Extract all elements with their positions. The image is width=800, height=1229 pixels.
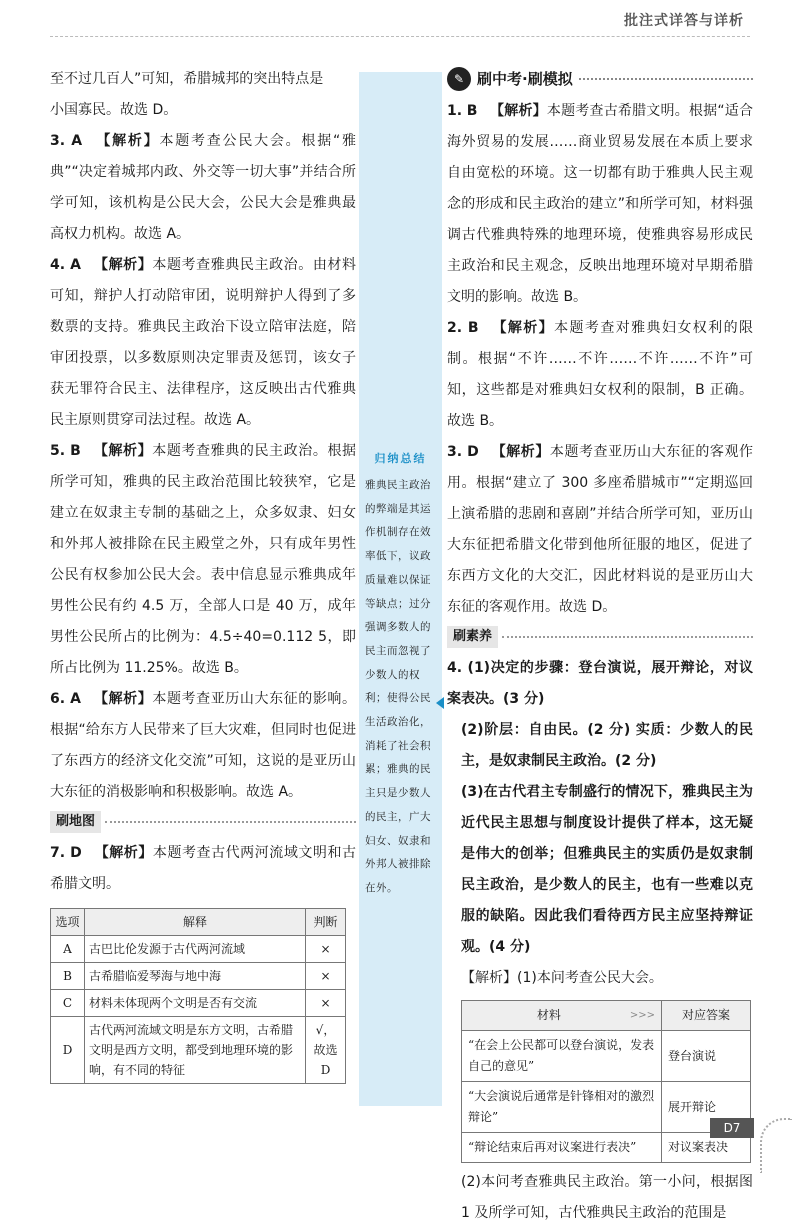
table-cell: 古希腊临爱琴海与地中海: [85, 963, 306, 990]
question-number: 5.: [50, 443, 66, 459]
table-header: 选项: [51, 909, 85, 936]
summary-body: 雅典民主政治的弊端是其运作机制存在效率低下，议政质量难以保证等缺点；过分强调多数人的民主而忽视了少数人的权利；使得公民生活政治化，消耗了社会积累；雅典的民主只是少数人的民主，广大妇女、奴隶和外邦人被排除在外。: [365, 479, 431, 894]
answer-letter: A: [70, 257, 81, 273]
table-row: [462, 1133, 751, 1163]
question-4-analysis: 【解析】(1)本问考查公民大会。: [461, 970, 663, 986]
exam-section-header: [447, 64, 753, 94]
table-header: [462, 1001, 662, 1031]
answer-letter: B: [467, 320, 479, 336]
analysis-tag: 【解析】: [490, 103, 547, 119]
table-cell: ×: [306, 963, 346, 990]
table-cell: “大会演说后通常是针锋相对的激烈辩论”: [462, 1082, 662, 1133]
analysis-tag: 【解析】: [93, 443, 153, 459]
section-dots: [105, 821, 356, 823]
table-cell: ×: [306, 990, 346, 1017]
question-3: [50, 126, 356, 250]
table-cell: √，故选 D: [306, 1017, 346, 1084]
analysis-tag: 【解析】: [491, 444, 550, 460]
question-number: 1.: [447, 103, 463, 119]
table-cell: 登台演说: [662, 1031, 751, 1082]
right-column: [447, 64, 753, 1229]
analysis-text: 本题考查公民大会。根据“雅典”“决定着城邦内政、外交等一切大事”并结合所学可知，该机构是公民大会，公民大会是雅典最高权力机构。故选 A。: [50, 133, 357, 242]
question-4-part-2: (2)阶层：自由民。(2 分) 实质：少数人的民主，是奴隶制民主政治。(2 分): [461, 722, 753, 769]
answer-text: (1)决定的步骤：登台演说，展开辩论，对议案表决。(3 分): [447, 660, 753, 707]
section-dots: [579, 78, 753, 80]
table-header-label: 材料: [536, 1008, 561, 1022]
section-badge-icon: ✎: [447, 67, 471, 91]
summary-sidebar: [359, 72, 442, 1106]
section-dots: [502, 636, 753, 638]
analysis-text: 本题考查对雅典妇女权利的限制。根据“不许……不许……不许……不许”可知，这些都是对雅典妇女权利的限制，B 正确。故选 B。: [447, 320, 753, 429]
map-section-label: 刷地图: [50, 811, 101, 833]
analysis-text: 本题考查古代两河流域文明和古希腊文明。: [50, 845, 357, 892]
material-answer-table: [461, 1000, 751, 1163]
page-corner-decoration: [760, 1118, 792, 1173]
table-cell: “在会上公民都可以登台演说，发表自己的意见”: [462, 1031, 662, 1082]
table-cell: D: [51, 1017, 85, 1084]
table-cell: B: [51, 963, 85, 990]
question-6: [50, 684, 356, 808]
intro-line-2: 小国寡民。故选 D。: [50, 102, 178, 118]
quality-section-header: [447, 625, 753, 649]
question-5: [50, 436, 356, 684]
arrows-icon: >>>: [629, 1010, 655, 1021]
answer-letter: A: [71, 133, 83, 149]
table-cell: ×: [306, 936, 346, 963]
quality-section-label: 刷素养: [447, 626, 498, 648]
table-cell: 对议案表决: [662, 1133, 751, 1163]
answer-letter: B: [70, 443, 81, 459]
exam-section-title: 刷中考·刷模拟: [477, 69, 573, 88]
page-number: D7: [710, 1118, 754, 1138]
question-7: [50, 838, 356, 900]
table-cell: 材料未体现两个文明是否有交流: [85, 990, 306, 1017]
question-2: [447, 313, 753, 437]
question-4: [50, 250, 356, 436]
table-row: [462, 1031, 751, 1082]
pointer-arrow-icon: [436, 697, 444, 709]
summary-title: 归纳总结: [374, 452, 427, 465]
analysis-text: 本题考查古希腊文明。根据“适合海外贸易的发展……商业贸易发展在本质上要求自由宽松的环境。这一切都有助于雅典人民主观念的形成和民主政治的建立”和所学可知，材料强调古代雅典特殊的地理环境，使雅典容易形成民主政治和民主观念，反映出地理环境对早期希腊文明的影响。故选 B。: [447, 103, 753, 305]
table-row: [51, 936, 346, 963]
table-cell: 展开辩论: [662, 1082, 751, 1133]
question-4-part-3: (3)在古代君主专制盛行的情况下，雅典民主为近代民主思想与制度设计提供了样本，这无疑是伟大的创举；但雅典民主的实质仍是奴隶制民主政治，是少数人的民主，也有一些难以克服的缺陷。因此我们看待西方民主应坚持辩证观。(4 分): [461, 784, 753, 955]
answer-letter: D: [467, 444, 479, 460]
intro-line-1: 至不过几百人”可知，希腊城邦的突出特点是: [50, 71, 324, 87]
analysis-text: 本题考查亚历山大东征的影响。根据“给东方人民带来了巨大灾难，但同时也促进了东西方的经济文化交流”可知，这说的是亚历山大东征的消极影响和积极影响。故选 A。: [50, 691, 357, 800]
question-1: [447, 96, 753, 313]
question-number: 6.: [50, 691, 66, 707]
answer-letter: A: [70, 691, 81, 707]
table-header: 判断: [306, 909, 346, 936]
table-cell: C: [51, 990, 85, 1017]
analysis-tag: 【解析】: [492, 320, 555, 336]
answer-letter: B: [466, 103, 478, 119]
map-section-header: [50, 810, 356, 834]
analysis-tag: 【解析】: [94, 691, 153, 707]
question-4-part-1: [447, 653, 753, 715]
table-cell: 古代两河流域文明是东方文明，古希腊文明是西方文明，都受到地理环境的影响，有不同的特征: [85, 1017, 306, 1084]
table-row: [51, 990, 346, 1017]
question-number: 7.: [50, 845, 66, 861]
table-cell: 古巴比伦发源于古代两河流域: [85, 936, 306, 963]
table-cell: A: [51, 936, 85, 963]
analysis-tag: 【解析】: [96, 133, 160, 149]
table-header: 解释: [85, 909, 306, 936]
analysis-tag: 【解析】: [94, 845, 153, 861]
question-number: 3.: [50, 133, 66, 149]
analysis-text: 本题考查雅典民主政治。由材料可知，辩护人打动陪审团，说明辩护人得到了多数票的支持。雅典民主政治下设立陪审法庭，陪审团投票，以多数原则决定罪责及惩罚，该女子获无罪符合民主、法律程序，这反映出古代雅典民主原则贯穿司法过程。故选 A。: [50, 257, 357, 428]
analysis-text: 本题考查亚历山大东征的客观作用。根据“建立了 300 多座希腊城市”“定期巡回上演希腊的悲剧和喜剧”并结合所学可知，亚历山大东征把希腊文化带到他所征服的地区，促进了东西方文化的大交汇，因此材料说的是亚历山大东征的客观作用。故选 D。: [447, 444, 754, 615]
options-table: [50, 908, 346, 1084]
table-header: 对应答案: [662, 1001, 751, 1031]
table-cell: “辩论结束后再对议案进行表决”: [462, 1133, 662, 1163]
question-number: 4.: [447, 660, 463, 676]
question-number: 3.: [447, 444, 463, 460]
left-column: [50, 64, 356, 1084]
answer-letter: D: [70, 845, 82, 861]
question-number: 2.: [447, 320, 463, 336]
table-row: [51, 1017, 346, 1084]
table-row: [462, 1082, 751, 1133]
header-title: 批注式详答与详析: [624, 13, 744, 29]
question-number: 4.: [50, 257, 66, 273]
table-row: [51, 963, 346, 990]
header-divider: [50, 36, 750, 37]
question-3-right: [447, 437, 753, 623]
question-4-tail: (2)本问考查雅典民主政治。第一小问，根据图 1 及所学可知，古代雅典民主政治的范围是: [461, 1174, 753, 1221]
analysis-tag: 【解析】: [94, 257, 153, 273]
analysis-text: 本题考查雅典的民主政治。根据所学可知，雅典的民主政治范围比较狭窄，它是建立在奴隶主专制的基础之上，众多奴隶、妇女和外邦人被排除在民主殿堂之外，只有成年男性公民有权参加公民大会。表中信息显示雅典成年男性公民有约 4.5 万，全部人口是 40 万，成年男性公民所占的比例为：4.5÷40=0.112 5，即所占比例为 11.25%。故选 B。: [50, 443, 357, 676]
